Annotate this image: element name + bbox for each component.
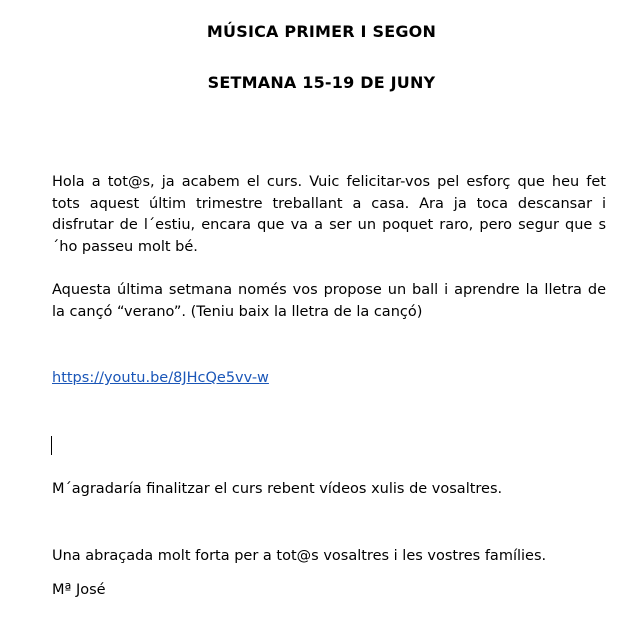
farewell-paragraph: Una abraçada molt forta per a tot@s vosaltres i les vostres famílies. [52, 548, 547, 564]
closing-paragraph: M´agradaría finalitzar el curs rebent vídeos xulis de vosaltres. [52, 481, 503, 497]
greeting-paragraph: Hola a tot@s, ja acabem el curs. Vuic felicitar-vos pel esforç que heu fet tots aquest últim trimestre treballant a casa. Ara ja toca descansar i disfrutar de l´estiu, encara que va a ser un poquet raro, pero segur que s´ho passeu molt bé. [52, 174, 606, 255]
document-title: MÚSICA PRIMER I SEGON [206, 22, 437, 41]
document-subtitle: SETMANA 15-19 DE JUNY [207, 73, 436, 92]
signature: Mª José [52, 582, 106, 598]
activity-paragraph: Aquesta última setmana només vos propose un ball i aprendre la lletra de la cançó “verano”. (Teniu baix la lletra de la cançó) [52, 282, 606, 320]
youtube-link[interactable]: https://youtu.be/8JHcQe5vv-w [52, 370, 269, 386]
text-cursor [51, 436, 52, 455]
